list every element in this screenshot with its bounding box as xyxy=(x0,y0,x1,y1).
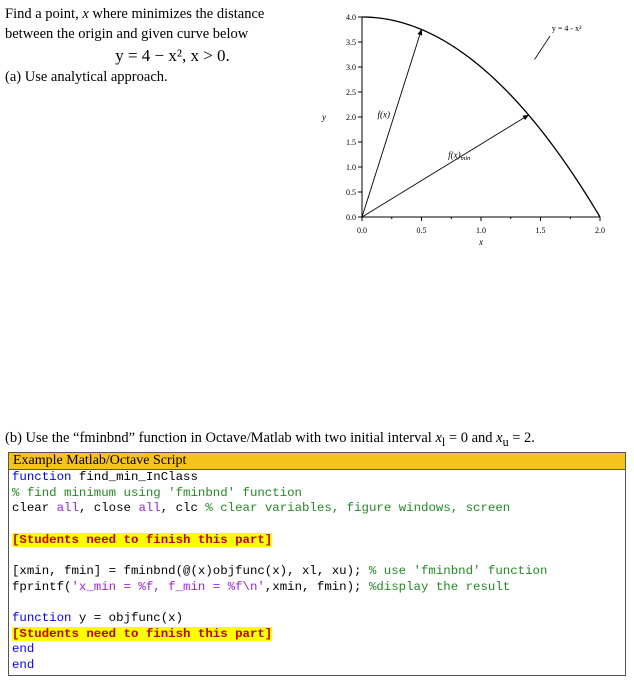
code-line: % find minimum using 'fminbnd' function xyxy=(12,485,302,500)
code-line: end xyxy=(12,657,35,672)
y-tick-label: 2.5 xyxy=(346,88,356,97)
y-tick-label: 4.0 xyxy=(346,13,356,22)
problem-statement xyxy=(5,4,310,87)
vector-label: f(x) xyxy=(377,109,390,120)
students-note: [Students need to finish this part] xyxy=(12,532,273,547)
code-body xyxy=(9,470,625,673)
x-tick-label: 0.0 xyxy=(357,226,367,235)
curve-chart xyxy=(305,4,625,254)
code-line: [xmin, fmin] = fminbnd(@(x)objfunc(x), xl, xu); % use 'fminbnd' function xyxy=(12,564,548,578)
y-tick-label: 0.0 xyxy=(346,213,356,222)
code-line xyxy=(12,533,625,549)
code-line: function find_min_InClass xyxy=(12,470,198,484)
x-axis-label: x xyxy=(479,237,483,247)
code-box xyxy=(8,452,626,676)
vector-label: $f(x)_{min}$ xyxy=(448,150,471,162)
curve-label: y = 4 - x² xyxy=(551,24,582,33)
students-note: [Students need to finish this part] xyxy=(12,626,273,641)
code-line: function y = objfunc(x) xyxy=(12,611,184,625)
y-tick-label: 1.5 xyxy=(346,138,356,147)
y-tick-label: 3.5 xyxy=(346,38,356,47)
problem-line-1: Find a point, x where minimizes the distance xyxy=(5,6,265,22)
vector-arrow xyxy=(362,30,422,218)
code-line: fprintf('x_min = %f, f_min = %f\n',xmin, fmin); %display the result xyxy=(12,579,511,594)
vector-arrow xyxy=(362,115,529,217)
x-tick-label: 1.0 xyxy=(476,226,486,235)
curve-label-leader xyxy=(535,36,550,60)
x-tick-label: 2.0 xyxy=(595,226,605,235)
curve-line xyxy=(362,17,600,217)
code-line xyxy=(12,627,625,643)
x-tick-label: 1.5 xyxy=(535,226,546,235)
y-tick-label: 2.0 xyxy=(346,113,356,122)
code-line: end xyxy=(12,642,35,656)
part-b-text: (b) Use the “fminbnd” function in Octave/Matlab with two initial interval $x_l = 0$ and $x_u = 2$. xyxy=(5,430,535,449)
code-line: clear all, close all, clc % clear variables, figure windows, screen xyxy=(12,501,511,515)
y-tick-label: 1.0 xyxy=(346,163,356,172)
x-tick-label: 0.5 xyxy=(416,226,427,235)
y-tick-label: 0.5 xyxy=(346,188,356,197)
problem-line-2: between the origin and given curve below xyxy=(5,26,249,42)
part-a-text: (a) Use analytical approach. xyxy=(5,69,168,85)
y-tick-label: 3.0 xyxy=(346,63,356,72)
problem-equation: y = 4 − x², x > 0. xyxy=(115,46,230,65)
y-axis-label: y xyxy=(322,112,326,122)
code-header: Example Matlab/Octave Script xyxy=(9,453,625,470)
